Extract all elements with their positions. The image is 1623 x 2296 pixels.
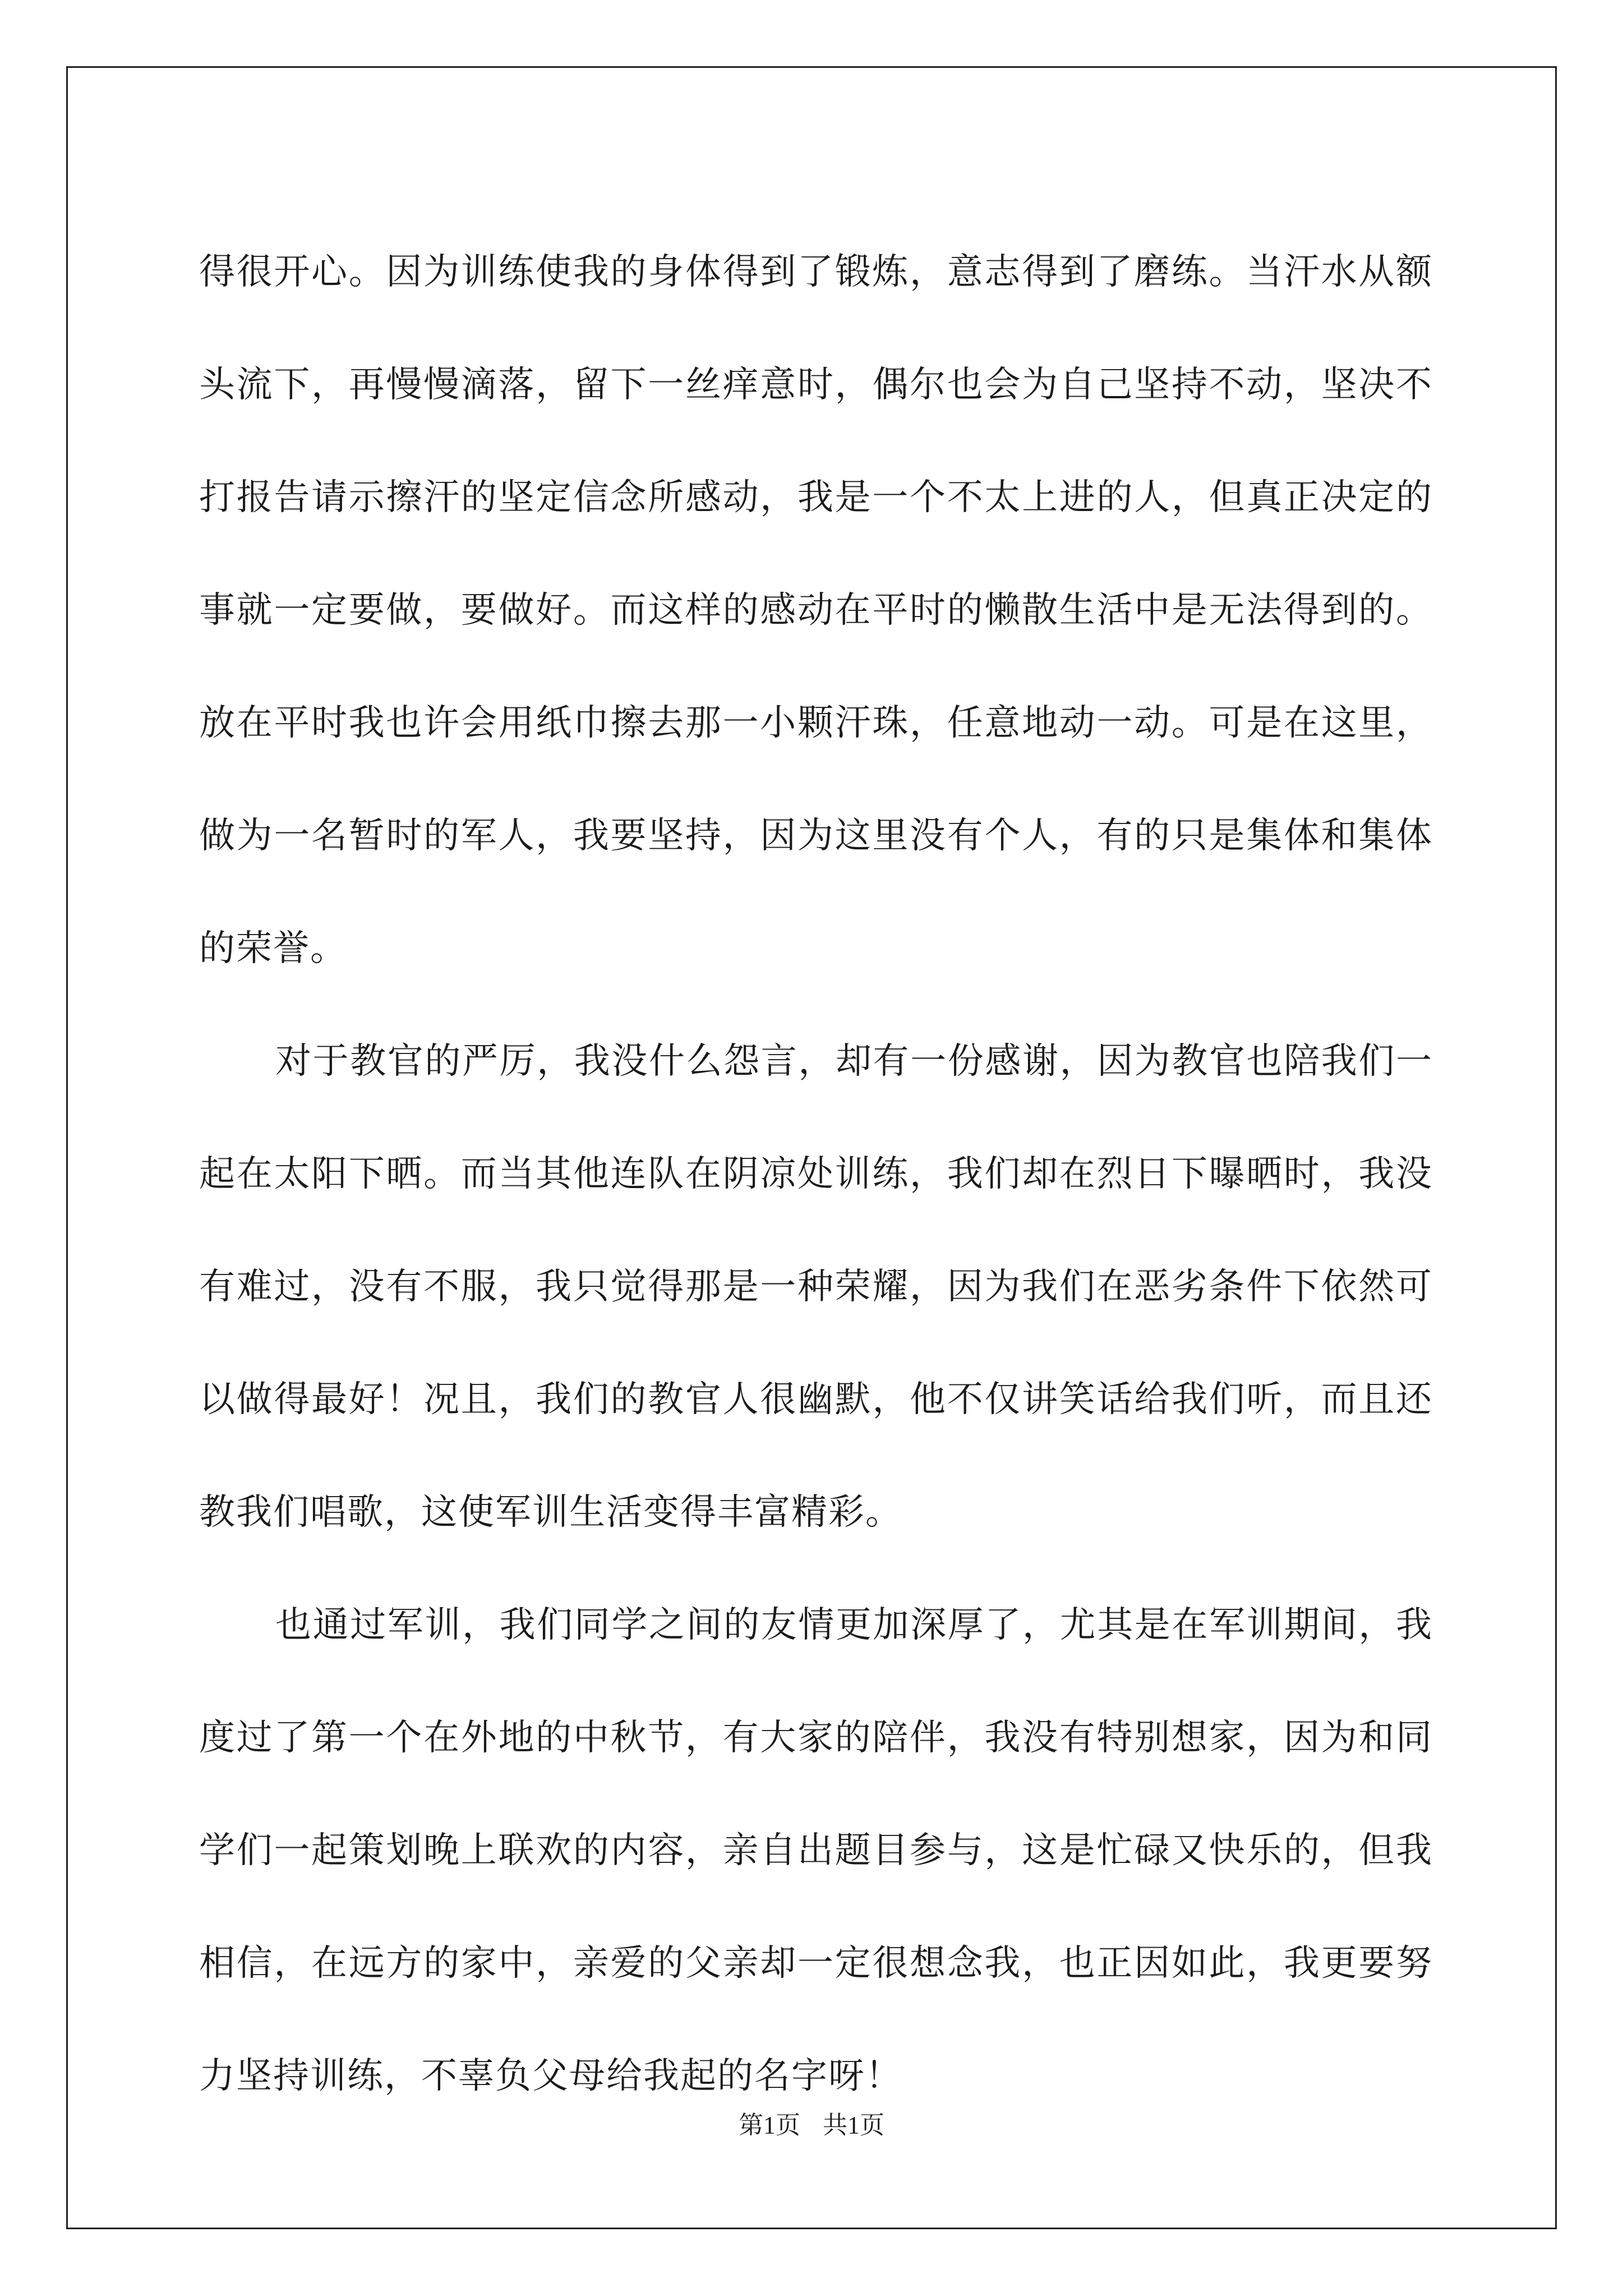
paragraph-2: 对于教官的严厉，我没什么怨言，却有一份感谢，因为教官也陪我们一起在太阳下晒。而当其他连队在阴凉处训练，我们却在烈日下曝晒时，我没有难过，没有不服，我只觉得那是一种荣耀，因为我们在恶劣条件下依然可以做得最好！况且，我们的教官人很幽默，他不仅讲笑话给我们听，而且还教我们唱歌，这使军训生活变得丰富精彩。 [199, 1041, 1433, 1533]
page-number: 第1页 [739, 2111, 800, 2139]
document-body [199, 216, 1433, 2133]
paragraph-1: 得很开心。因为训练使我的身体得到了锻炼，意志得到了磨练。当汗水从额头流下，再慢慢滴落，留下一丝痒意时，偶尔也会为自己坚持不动，坚决不打报告请示擦汗的坚定信念所感动，我是一个不太上进的人，但真正决定的事就一定要做，要做好。而这样的感动在平时的懒散生活中是无法得到的。放在平时我也许会用纸巾擦去那一小颗汗珠，任意地动一动。可是在这里，做为一名暂时的军人，我要坚持，因为这里没有个人，有的只是集体和集体的荣誉。 [199, 251, 1433, 969]
page-footer [0, 2105, 1623, 2141]
page-total: 共1页 [823, 2111, 884, 2139]
paragraph-3: 也通过军训，我们同学之间的友情更加深厚了，尤其是在军训期间，我度过了第一个在外地的中秋节，有大家的陪伴，我没有特别想家，因为和同学们一起策划晚上联欢的内容，亲自出题目参与，这是忙碌又快乐的，但我相信，在远方的家中，亲爱的父亲却一定很想念我，也正因如此，我更要努力坚持训练，不辜负父母给我起的名字呀！ [199, 1604, 1433, 2097]
